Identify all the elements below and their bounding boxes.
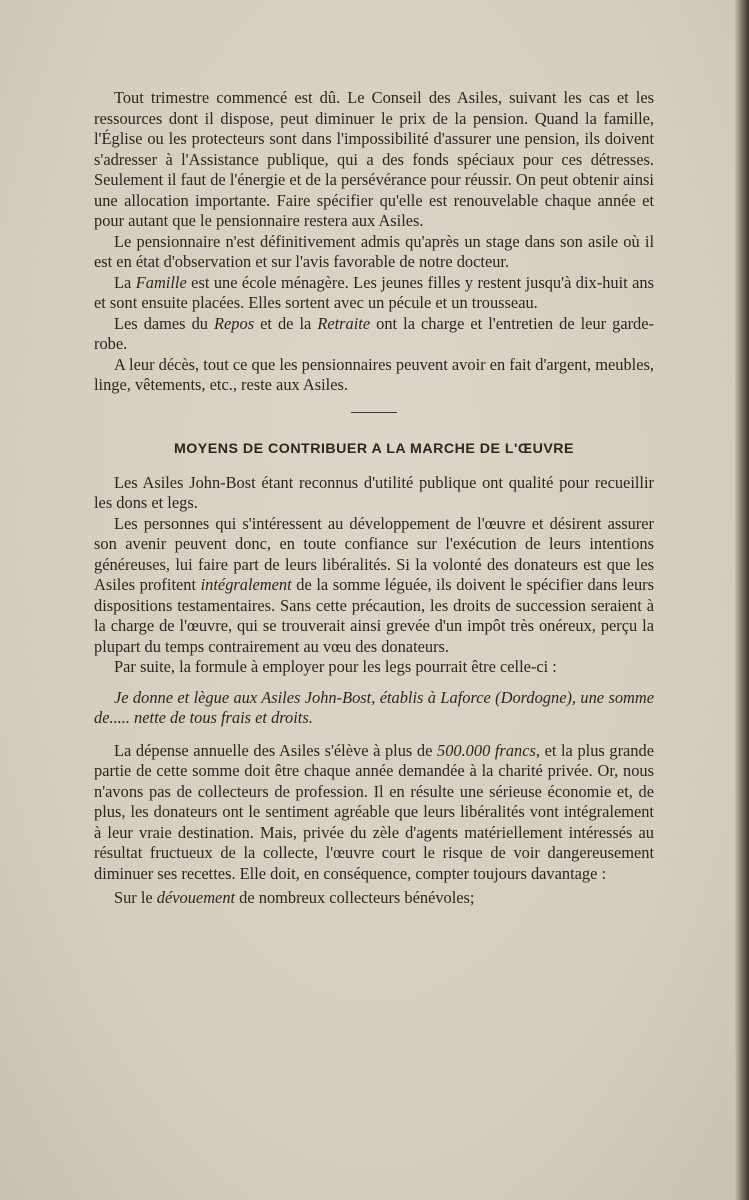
paragraph-depense: La dépense annuelle des Asiles s'élève à plus de 500.000 francs, et la plus grande partie de cette somme doit être chaque année demandée à la charité privée. Or, nous n'avons pas de collecteurs de profession. Il en résulte une sérieuse économie et, de plus, les donateurs ont le sentiment agréable que leurs libéralités vont intégralement à leur vraie destination. Mais, privée du zèle d'agents matériellement intéressés au résultat fructueux de la collecte, l'œuvre court le risque de voir dangereusement diminuer ses recettes. Elle doit, en conséquence, compter toujours davantage : [94,740,654,883]
paragraph-formule-intro: Par suite, la formule à employer pour les legs pourrait être celle-ci : [114,657,557,676]
paragraph-pensionnaire: Le pensionnaire n'est définitivement admis qu'après un stage dans son asile où il est en état d'observation et sur l'avis favorable de notre docteur. [94,231,654,271]
section-divider [351,412,397,413]
paragraph-reconnus: Les Asiles John-Bost étant reconnus d'utilité publique ont qualité pour recueillir les dons et legs. [94,472,654,512]
section-heading: MOYENS DE CONTRIBUER A LA MARCHE DE L'ŒUVRE [173,440,575,457]
paragraph-trimestre: Tout trimestre commencé est dû. Le Conseil des Asiles, suivant les cas et les ressources dont il dispose, peut diminuer le prix de la pension. Quand la famille, l'Église ou les protecteurs sont dans l'impossibilité d'assurer une pension, ils doivent s'adresser à l'Assistance publique, qui a des fonds spéciaux pour ces détresses. Seulement il faut de l'énergie et de la persévérance pour réussir. On peut obtenir ainsi une allocation importante. Faire spécifier qu'elle est renouvelable chaque année et pour autant que le pensionnaire restera aux Asiles. [94,88,654,230]
bequest-formula: Je donne et lègue aux Asiles John-Bost, établis à Laforce (Dordogne), une somme de..... nette de tous frais et droits. [94,687,654,727]
paragraph-devouement: Sur le dévouement de nombreux collecteurs bénévoles; [114,888,475,907]
paragraph-deces: A leur décès, tout ce que les pensionnaires peuvent avoir en fait d'argent, meubles, linge, vêtements, etc., reste aux Asiles. [94,354,654,394]
paragraph-personnes: Les personnes qui s'intéressent au développement de l'œuvre et désirent assurer son avenir peuvent donc, en toute confiance sur l'exécution de leurs intentions généreuses, lui faire part de leurs libéralités. Si la volonté des donateurs est que les Asiles profitent intégralement de la somme léguée, ils doivent le spécifier dans leurs dispositions testamentaires. Sans cette précaution, les droits de succession seraient à la charge de l'œuvre, qui se trouverait ainsi grevée d'un impôt très onéreux, perçu la plupart du temps contrairement au vœu des donateurs. [94,513,654,656]
paragraph-dames: Les dames du Repos et de la Retraite ont la charge et l'entretien de leur garde-robe. [94,313,654,353]
paragraph-famille: La Famille est une école ménagère. Les jeunes filles y restent jusqu'à dix-huit ans et sont ensuite placées. Elles sortent avec un pécule et un trousseau. [94,272,654,312]
section-contribuer [94,473,654,909]
page-content [94,88,654,909]
section-pension [94,88,654,396]
page-edge-shadow [735,0,749,1200]
